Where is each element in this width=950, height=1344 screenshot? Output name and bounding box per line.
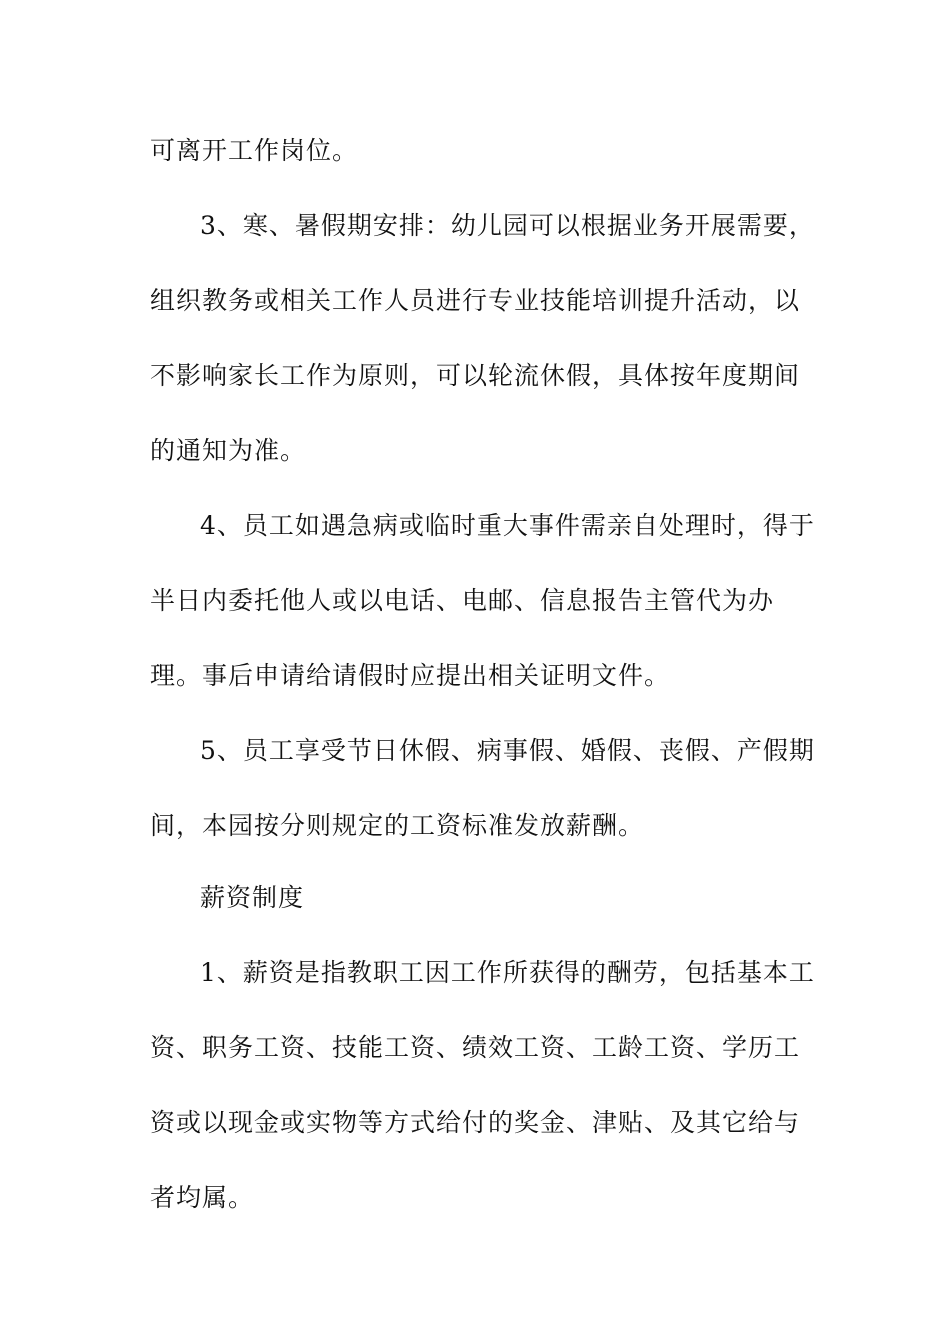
text-line-5: 的通知为准。 [150,436,307,465]
section-heading: 薪资制度 [200,883,305,912]
text-line-13: 资、职务工资、技能工资、绩效工资、工龄工资、学历工 [150,1033,801,1062]
text-line-3: 组织教务或相关工作人员进行专业技能培训提升活动，以 [150,286,801,315]
text-line-9: 5、员工享受节日休假、病事假、婚假、丧假、产假期 [200,736,815,765]
text-line-15: 者均属。 [150,1183,255,1212]
text-line-1: 可离开工作岗位。 [150,136,359,165]
text-line-14: 资或以现金或实物等方式给付的奖金、津贴、及其它给与 [150,1108,801,1137]
text-line-12: 1、薪资是指教职工因工作所获得的酬劳，包括基本工 [200,958,815,987]
text-line-8: 理。事后申请给请假时应提出相关证明文件。 [150,661,671,690]
text-line-4: 不影响家长工作为原则，可以轮流休假，具体按年度期间 [150,361,801,390]
text-line-6: 4、员工如遇急病或临时重大事件需亲自处理时，得于 [200,511,815,540]
text-line-10: 间，本园按分则规定的工资标准发放薪酬。 [150,811,645,840]
text-line-7: 半日内委托他人或以电话、电邮、信息报告主管代为办 [150,586,775,615]
text-line-2: 3、寒、暑假期安排：幼儿园可以根据业务开展需要， [200,211,815,240]
